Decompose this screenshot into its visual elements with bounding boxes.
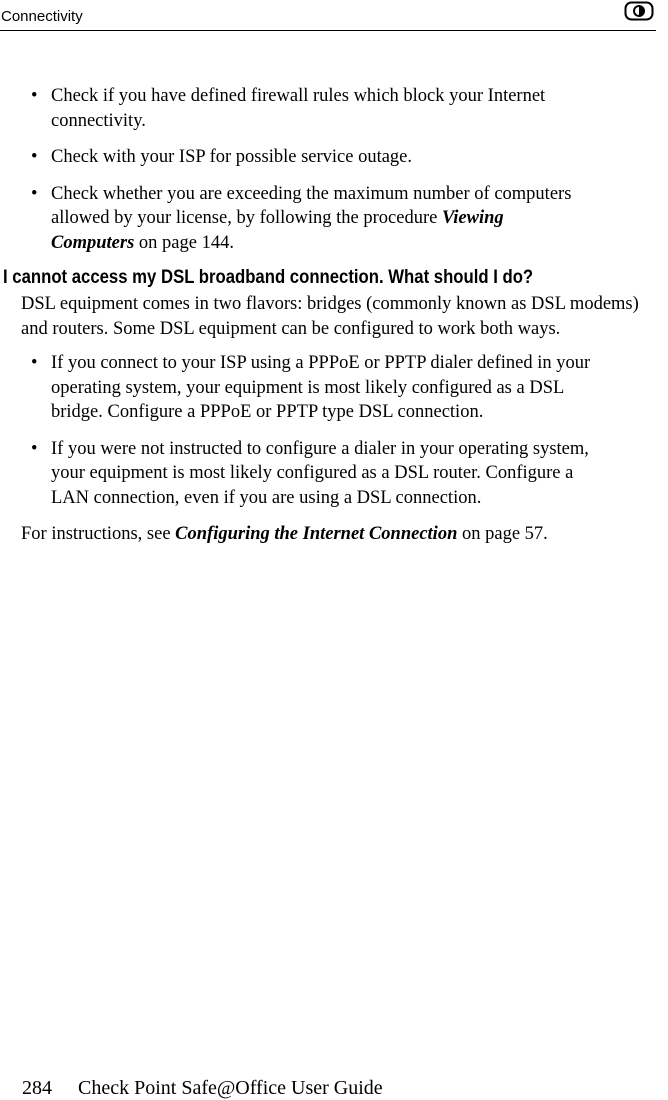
- bullet-mark: •: [31, 183, 38, 204]
- instructions-text: For instructions, see: [21, 524, 176, 544]
- bullet-item-dsl-router: [0, 437, 606, 511]
- guide-title: Check Point Safe@Office User Guide: [78, 1077, 383, 1099]
- header-title: Connectivity: [1, 8, 83, 25]
- bullet-mark: •: [31, 438, 38, 459]
- bullet-text: Check with your ISP for possible service outage.: [51, 147, 413, 167]
- bullet-item-license: [0, 182, 581, 256]
- faq-question-heading: I cannot access my DSL broadband connection. What should I do?: [3, 267, 534, 288]
- cross-reference-link[interactable]: Viewing Computers: [51, 208, 504, 253]
- bullet-item-firewall: [0, 84, 611, 133]
- page-header: [0, 0, 656, 31]
- bullet-item-dsl-bridge: [0, 351, 616, 425]
- bullet-text: Check whether you are exceeding the maximum number of computers allowed by your license, by following the procedure: [51, 183, 572, 228]
- page-number: 284: [22, 1077, 52, 1099]
- bullet-mark: •: [31, 147, 38, 167]
- bullet-text-suffix: on page 144.: [134, 232, 234, 253]
- page-content: [0, 84, 664, 557]
- bullet-text: If you were not instructed to configure a dialer in your operating system, your equipment is most likely configured as a DSL router. Configure a LAN connection, even if you are using a DSL connection.: [51, 438, 589, 508]
- instructions-paragraph: [0, 522, 663, 547]
- instructions-text-suffix: on page 57.: [457, 524, 548, 544]
- page-footer: [22, 1076, 383, 1100]
- bullet-text: Check if you have defined firewall rules which block your Internet connectivity.: [51, 86, 546, 131]
- bullet-mark: •: [31, 86, 38, 106]
- chapter-tab-icon: [624, 1, 654, 21]
- intro-paragraph: DSL equipment comes in two flavors: bridges (commonly known as DSL modems) and routers. Some DSL equipment can be configured to work both ways.: [21, 294, 639, 339]
- bullet-item-isp-outage: [0, 145, 611, 170]
- bullet-mark: •: [31, 353, 38, 373]
- bullet-text: If you connect to your ISP using a PPPoE or PPTP dialer defined in your operating system, your equipment is most likely configured as a DSL bridge. Configure a PPPoE or PPTP type DSL connection.: [51, 353, 591, 422]
- cross-reference-link[interactable]: Configuring the Internet Connection: [175, 524, 458, 544]
